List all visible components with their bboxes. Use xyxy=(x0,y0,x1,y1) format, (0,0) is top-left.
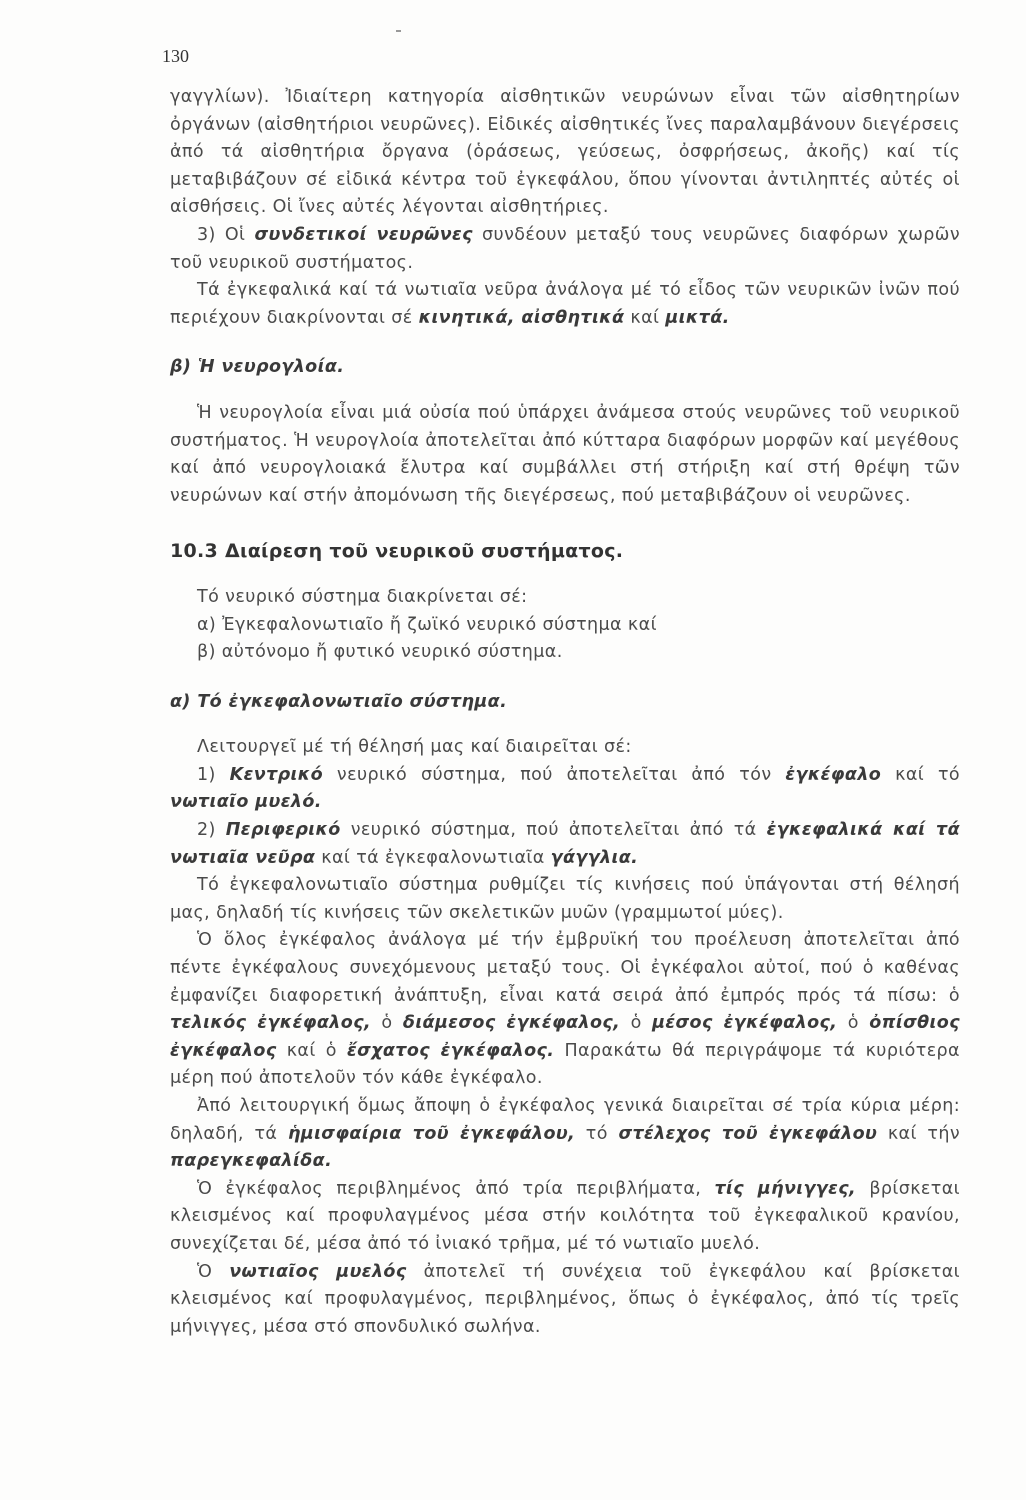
paragraph-central-system: 1) Κεντρικό νευρικό σύστημα, πού ἀποτελεῖται ἀπό τόν ἐγκέφαλο καί τό νωτιαῖο μυελό. xyxy=(170,764,960,813)
paragraph-nerve-types: Τά ἐγκεφαλικά καί τά νωτιαῖα νεῦρα ἀνάλογα μέ τό εἶδος τῶν νευρικῶν ἰνῶν πού περιέχουν διακρίνονται σέ κινητικά, αἰσθητικά καί μικτά. xyxy=(170,280,960,328)
paragraph-five-brains: Ὁ ὅλος ἐγκέφαλος ἀνάλογα μέ τήν ἐμβρυϊκή του προέλευση ἀποτελεῖται ἀπό πέντε ἐγκέφαλους συνεχόμενους μεταξύ τους. Οἱ ἐγκέφαλοι αὐτοί, πού ὁ καθένας ἐμφανίζει διαφορετική ἀνάπτυξη, εἶναι κατά σειρά ἀπό ἐμπρός πρός τά πίσω: ὁ τελικός ἐγκέφαλος, ὁ διάμεσος ἐγκέφαλος, ὁ μέσος ἐγκέφαλος, ὁ ὀπίσθιος ἐγκέφαλος καί ὁ ἔσχατος ἐγκέφαλος. Παρακάτω θά περιγράψομε τά κυριότερα μέρη πού ἀποτελοῦν τόν κάθε ἐγκέφαλο. xyxy=(170,930,960,1089)
paragraph-connective-neurons: 3) Οἱ συνδετικοί νευρῶνες συνδέουν μεταξύ τους νευρῶνες διαφόρων χωρῶν τοῦ νευρικοῦ συστήματος. xyxy=(170,224,961,273)
subheading-neuroglia: β) Ἡ νευρογλοία. xyxy=(170,357,345,378)
paragraph-neuroglia: Ἡ νευρογλοία εἶναι μιά οὐσία πού ὑπάρχει ἀνάμεσα στούς νευρῶνες τοῦ νευρικοῦ συστήματος. Ἡ νευρογλοία ἀποτελεῖται ἀπό κύτταρα διαφόρων μορφῶν καί μεγέθους καί ἀπό νευρογλοιακά ἔλυτρα καί συμβάλλει στή στήριξη καί στή θρέψη τῶν νευρώνων καί στήν ἀπομόνωση τῆς διεγέρσεως, πού μεταβιβάζουν οἱ νευρῶνες. xyxy=(170,402,960,506)
paragraph-peripheral-system: 2) Περιφερικό νευρικό σύστημα, πού ἀποτελεῖται ἀπό τά ἐγκεφαλικά καί τά νωτιαῖα νεῦρα καί τά ἐγκεφαλονωτιαῖα γάγγλια. xyxy=(170,820,960,868)
page-body xyxy=(170,84,960,1341)
paragraph-sensory-neurons: γαγγλίων). Ἰδιαίτερη κατηγορία αἰσθητικῶν νευρώνων εἶναι τῶν αἰσθητηρίων ὀργάνων (αἰσθητήριοι νευρῶνες). Εἰδικές αἰσθητικές ἴνες παραλαμβάνουν διεγέρσεις ἀπό τά αἰσθητήρια ὄργανα (ὁράσεως, γεύσεως, ὀσφρήσεως, ἀκοῆς) καί τίς μεταβιβάζουν σέ εἰδικά κέντρα τοῦ ἐγκεφάλου, ὅπου γίνονται ἀντιληπτές αὐτές οἱ αἰσθήσεις. Οἱ ἴνες αὐτές λέγονται αἰσθητήριες. xyxy=(170,87,960,218)
list-item-autonomic: β) αὐτόνομο ἤ φυτικό νευρικό σύστημα. xyxy=(197,642,563,663)
scan-mark xyxy=(396,30,401,32)
paragraph-division-intro: Τό νευρικό σύστημα διακρίνεται σέ: xyxy=(197,586,528,607)
paragraph-meninges: Ὁ ἐγκέφαλος περιβλημένος ἀπό τρία περιβλήματα, τίς μήνιγγες, βρίσκεται κλεισμένος καί προφυλαγμένος μέσα στήν κοιλότητα τοῦ ἐγκεφαλικοῦ κρανίου, συνεχίζεται δέ, μέσα ἀπό τό ἰνιακό τρῆμα, μέ τό νωτιαῖο μυελό. xyxy=(170,1178,960,1254)
page-number: 130 xyxy=(162,46,189,66)
paragraph-functional-division: Ἀπό λειτουργική ὅμως ἄποψη ὁ ἐγκέφαλος γενικά διαιρεῖται σέ τρία κύρια μέρη: δηλαδή, τά ἡμισφαίρια τοῦ ἐγκεφάλου, τό στέλεχος τοῦ ἐγκεφάλου καί τήν παρεγκεφαλίδα. xyxy=(170,1096,961,1172)
list-item-cerebrospinal: α) Ἐγκεφαλονωτιαῖο ἤ ζωϊκό νευρικό σύστημα καί xyxy=(197,614,657,635)
paragraph-voluntary-movement: Τό ἐγκεφαλονωτιαῖο σύστημα ρυθμίζει τίς κινήσεις πού ὑπάγονται στή θέλησή μας, δηλαδή τίς κινήσεις τῶν σκελετικῶν μυῶν (γραμμωτοί μύες). xyxy=(170,875,960,923)
paragraph-spinal-cord: Ὁ νωτιαῖος μυελός ἀποτελεῖ τή συνέχεια τοῦ ἐγκεφάλου καί βρίσκεται κλεισμένος καί προφυλαγμένος, περιβλημένος, ὅπως ὁ ἐγκέφαλος, ἀπό τίς τρεῖς μήνιγγες, μέσα στό σπονδυλικό σωλήνα. xyxy=(170,1261,960,1337)
section-title: 10.3 Διαίρεση τοῦ νευρικοῦ συστήματος. xyxy=(170,540,624,563)
subheading-cerebrospinal-system: α) Τό ἐγκεφαλονωτιαῖο σύστημα. xyxy=(170,691,508,712)
paragraph-function: Λειτουργεῖ μέ τή θέλησή μας καί διαιρεῖται σέ: xyxy=(197,737,632,758)
